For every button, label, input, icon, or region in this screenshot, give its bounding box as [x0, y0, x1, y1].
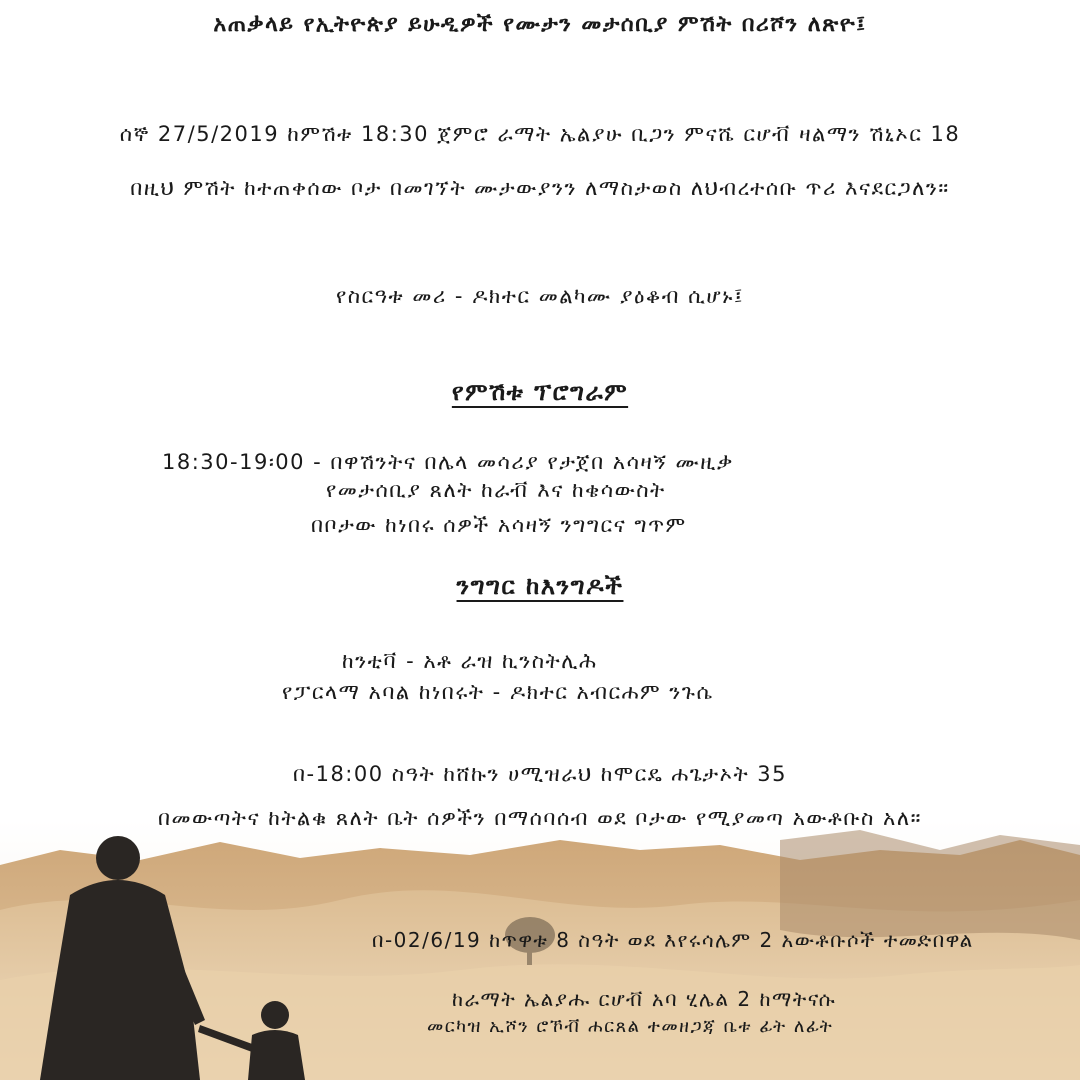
transport-line-3: በ-02/6/19 ከጥዋቱ 8 ስዓት ወደ እየሩሳሌም 2 አውቶቡሶች ተመድበዋል	[372, 928, 974, 952]
program-item-2: የመታሰቢያ ጸለት ከራቭ እና ከቄሳውስት	[326, 478, 666, 502]
page-title: አጠቃላይ የኢትዮጵያ ይሁዲዎች የሙታን መታሰቢያ ምሽት በሪሾን ለጽዮ፤	[213, 12, 867, 37]
speeches-heading: ንግግር ከእንግዶች	[456, 572, 624, 600]
intro-line-1: ሰኞ 27/5/2019 ከምሽቱ 18:30 ጀምሮ ራማት ኤልያሁ ቢጋን ምናሼ ርሆቭ ዛልማን ሽኒኦር 18	[119, 122, 961, 146]
speech-item-2: የፓርላማ አባል ከነበሩት - ዶክተር አብርሐም ንጉሴ	[282, 680, 714, 704]
transport-line-1: በ-18:00 ስዓት ከሸኩን ሀሚዝራህ ከሞርዴ ሐጌታኦት 35	[292, 762, 788, 786]
transport-line-4: ከራማት ኤልያሑ ርሆቭ አባ ሂሌል 2 ከማትናሱ	[452, 987, 837, 1011]
host-line: የስርዓቱ መሪ - ዶክተር መልካሙ ያዕቆብ ሲሆኑ፤	[335, 284, 745, 308]
transport-line-5: መርካዝ ኢሾን ሮኾቭ ሐርጸል ተመዘጋጃ ቤቱ ፊት ለፊት	[427, 1016, 834, 1037]
program-item-1: 18:30-19፡00 - በዋሽንትና በሌላ መሳሪያ የታጀበ አሳዛኝ ሙዚቃ	[162, 450, 734, 474]
transport-line-2: በመውጣትና ከትልቁ ጸለት ቤት ሰዎችን በማሰባሰብ ወደ ቦታው የሚያመጣ አውቶቡስ አለ።	[158, 806, 922, 830]
intro-line-2: በዚህ ምሽት ከተጠቀሰው ቦታ በመገኘት ሙታውያንን ለማስታወስ ለህብረተሰቡ ጥሪ እናደርጋለን።	[130, 176, 950, 200]
speech-item-1: ከንቲቫ - አቶ ራዝ ኪንስትሊሕ	[342, 649, 598, 673]
program-heading: የምሽቱ ፕሮግራም	[451, 378, 629, 406]
program-item-3: በቦታው ከነበሩ ሰዎች አሳዛኝ ንግግርና ግጥም	[311, 513, 687, 537]
